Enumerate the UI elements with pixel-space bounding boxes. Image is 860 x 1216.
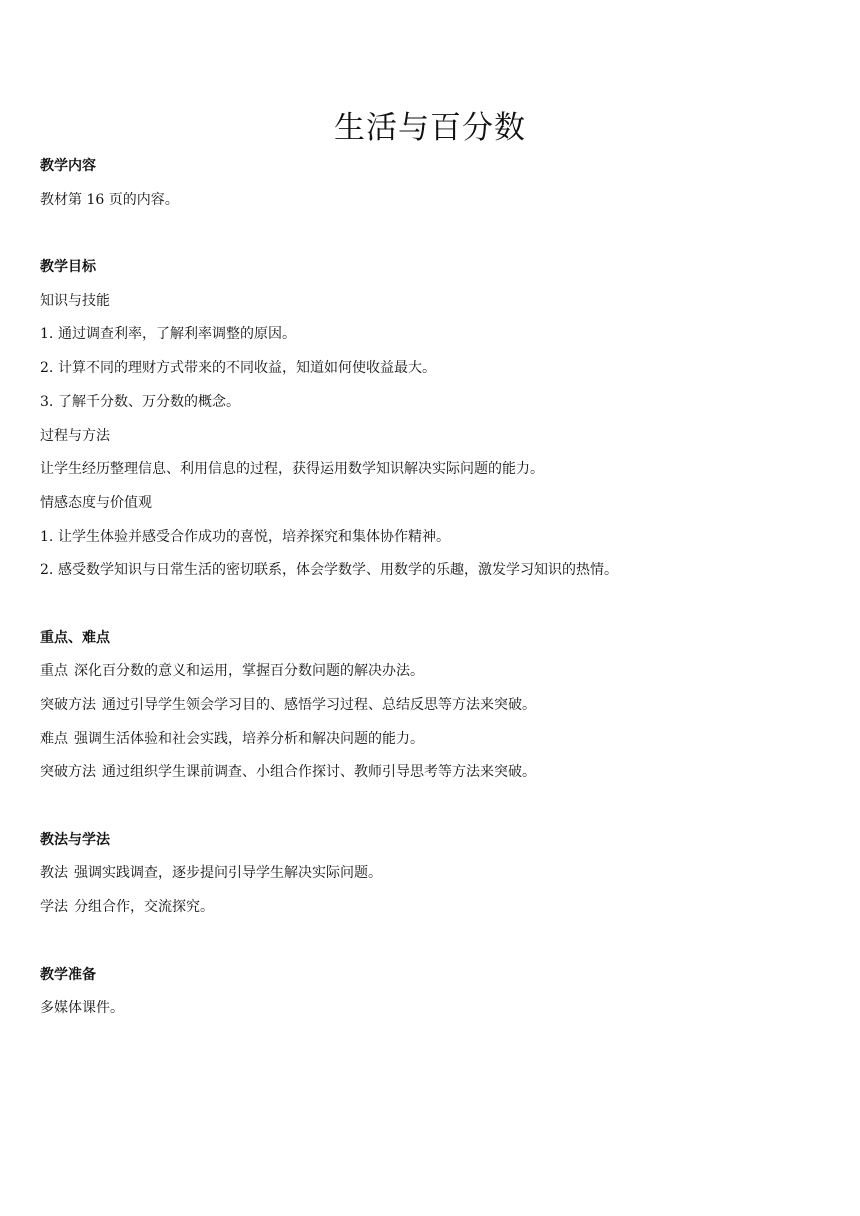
list-item (40, 352, 820, 386)
list-item (40, 318, 820, 352)
row-label: 学法 (40, 899, 68, 916)
section-heading-preparation: 教学准备 (40, 966, 96, 983)
method-row (40, 891, 820, 925)
row-label: 重点 (40, 663, 68, 680)
attitude-subheading: 情感态度与价值观 (40, 494, 152, 511)
row-text: 通过引导学生领会学习目的、感悟学习过程、总结反思等方法来突破。 (102, 697, 536, 713)
key-point-row (40, 689, 820, 723)
row-text: 通过组织学生课前调查、小组合作探讨、教师引导思考等方法来突破。 (102, 764, 536, 781)
document-body (40, 150, 820, 1026)
section-spacer (40, 790, 820, 824)
list-item-number: 2. (40, 562, 54, 579)
row-text: 深化百分数的意义和运用，掌握百分数问题的解决办法。 (74, 663, 424, 680)
row-label: 突破方法 (40, 764, 96, 781)
preparation-text: 多媒体课件。 (40, 1000, 124, 1017)
list-item-text: 了解千分数、万分数的概念。 (58, 393, 240, 410)
knowledge-subheading: 知识与技能 (40, 292, 110, 309)
key-point-row (40, 723, 820, 757)
content-text: 教材第 16 页的内容。 (40, 191, 179, 208)
section-heading-content: 教学内容 (40, 158, 96, 174)
list-item-number: 2. (40, 360, 54, 377)
process-subheading: 过程与方法 (40, 427, 110, 444)
row-text: 分组合作，交流探究。 (74, 899, 214, 916)
row-label: 突破方法 (40, 697, 96, 713)
document-title: 生活与百分数 (334, 110, 526, 146)
list-item-number: 1. (40, 326, 54, 343)
key-point-row (40, 655, 820, 689)
section-heading-objectives: 教学目标 (40, 259, 96, 276)
list-item (40, 521, 820, 555)
list-item-text: 感受数学知识与日常生活的密切联系，体会学数学、用数学的乐趣，激发学习知识的热情。 (58, 562, 618, 579)
process-text: 让学生经历整理信息、利用信息的过程，获得运用数学知识解决实际问题的能力。 (40, 461, 544, 478)
list-item (40, 554, 820, 588)
list-item-text: 让学生体验并感受合作成功的喜悦，培养探究和集体协作精神。 (58, 528, 450, 545)
list-item-number: 3. (40, 393, 54, 410)
row-label: 难点 (40, 730, 68, 747)
section-spacer (40, 925, 820, 959)
list-item-text: 计算不同的理财方式带来的不同收益，知道如何使收益最大。 (58, 360, 436, 377)
list-item-text: 通过调查利率，了解利率调整的原因。 (58, 326, 296, 343)
section-heading-methods: 教法与学法 (40, 831, 110, 848)
section-spacer (40, 217, 820, 251)
key-point-row (40, 756, 820, 790)
row-text: 强调实践调查，逐步提问引导学生解决实际问题。 (74, 865, 382, 882)
list-item-number: 1. (40, 528, 54, 545)
section-spacer (40, 588, 820, 622)
row-label: 教法 (40, 865, 68, 882)
list-item (40, 386, 820, 420)
section-heading-key-points: 重点、难点 (40, 629, 110, 646)
method-row (40, 857, 820, 891)
row-text: 强调生活体验和社会实践，培养分析和解决问题的能力。 (74, 730, 424, 747)
